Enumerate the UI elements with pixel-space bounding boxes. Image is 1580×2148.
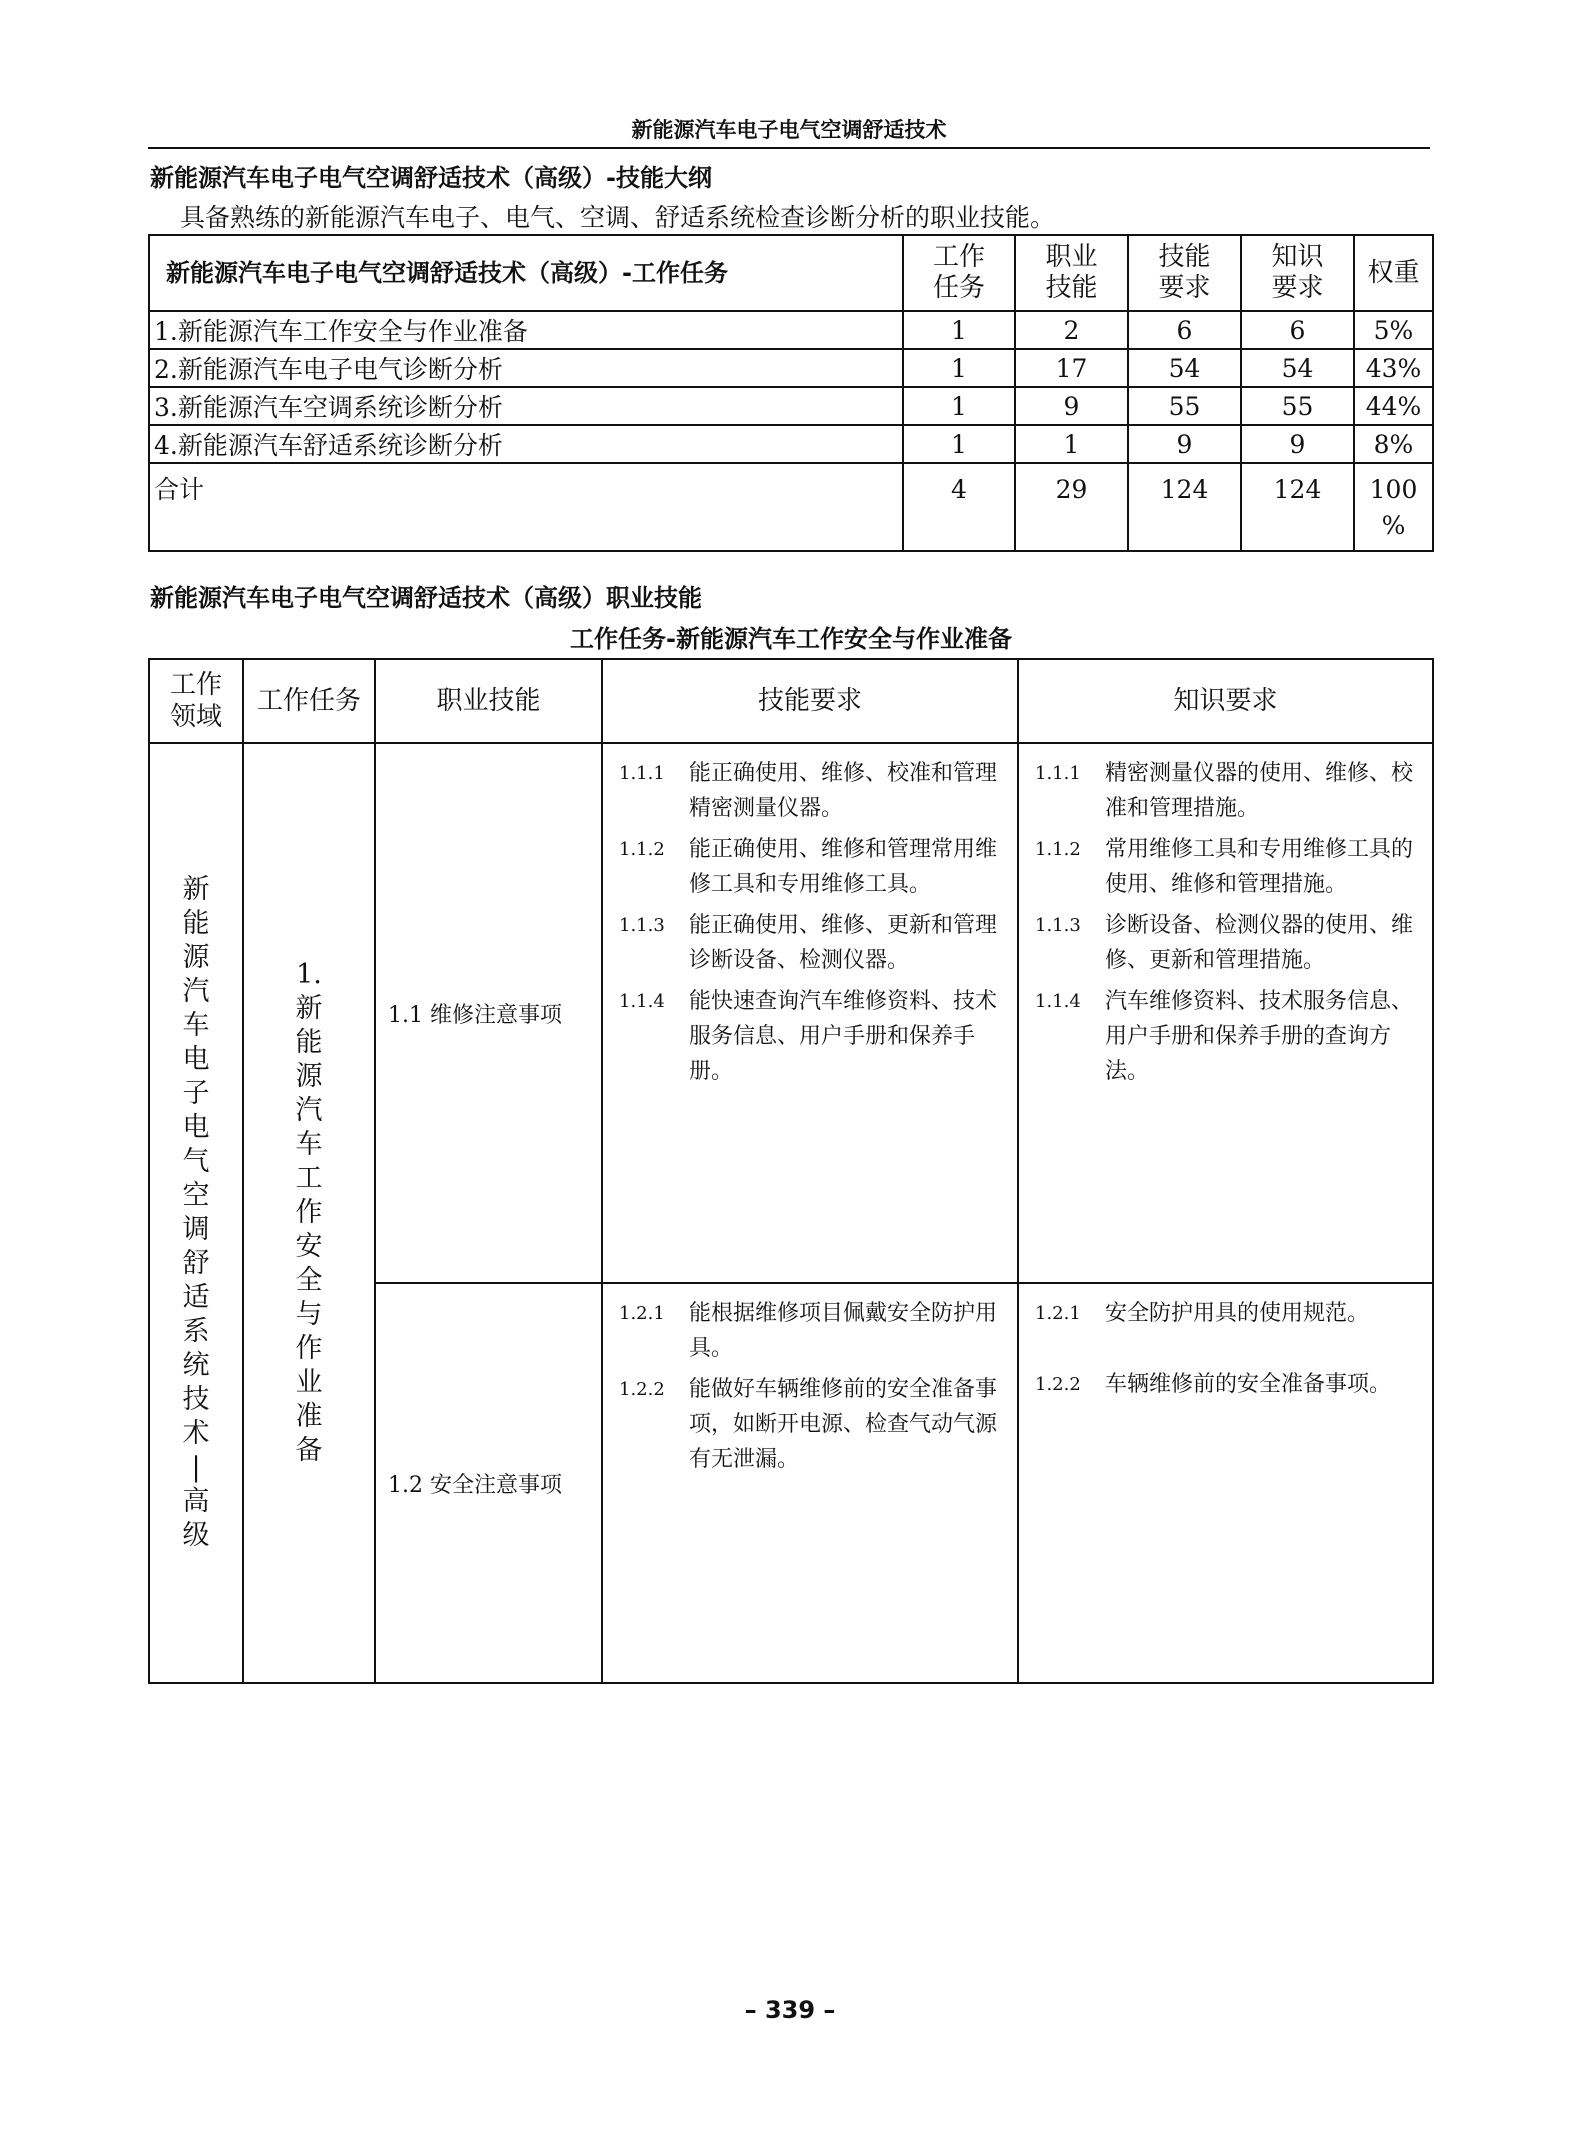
item-number: 1.1.1 [1035,763,1081,784]
item-text: 精密测量仪器的使用、维修、校准和管理措施。 [1105,761,1414,821]
item-text: 能快速查询汽车维修资料、技术服务信息、用户手册和保养手册。 [689,989,998,1084]
header-task-count: 工作 任务 [903,235,1015,311]
skill-req-count: 9 [1128,425,1241,463]
total-label: 合计 [149,463,903,551]
page-number: – 339 – [744,1996,836,2024]
item-text: 诊断设备、检测仪器的使用、维修、更新和管理措施。 [1105,913,1414,973]
task-name: 2.新能源汽车电子电气诊断分析 [149,349,903,387]
knowledge-req-count: 9 [1241,425,1354,463]
item-text: 安全防护用具的使用规范。 [1105,1301,1370,1326]
list-item [619,832,1007,902]
skill-req-count: 6 [1128,311,1241,349]
knowledge-requirements-cell [1018,743,1433,1283]
item-number: 1.1.4 [1035,991,1081,1012]
item-number: 1.2.2 [619,1379,665,1400]
skill-name: 1.2 安全注意事项 [375,1283,602,1683]
table-row [149,387,1433,425]
list-item [1035,756,1422,826]
header-skill-requirements: 技能要求 [602,659,1018,743]
knowledge-requirements-cell [1018,1283,1433,1683]
weight: 44% [1354,387,1433,425]
list-item [1035,984,1422,1089]
skill-count: 2 [1015,311,1128,349]
total-row [149,463,1433,551]
skill-count: 9 [1015,387,1128,425]
item-number: 1.1.2 [1035,839,1081,860]
item-text: 能根据维修项目佩戴安全防护用具。 [689,1301,998,1361]
task-summary-table [148,234,1434,552]
header-task: 工作任务 [243,659,375,743]
list-item [619,756,1007,826]
item-text: 能正确使用、维修、校准和管理精密测量仪器。 [689,761,998,821]
skills-header-row [149,659,1433,743]
header-knowledge-requirements: 知识要求 [1018,659,1433,743]
skills-table [148,658,1434,1684]
total-knowledge-req: 124 [1241,463,1354,551]
knowledge-req-count: 54 [1241,349,1354,387]
skill-count: 17 [1015,349,1128,387]
table-row [149,311,1433,349]
item-number: 1.1.2 [619,839,665,860]
total-skill-req: 124 [1128,463,1241,551]
skill-req-count: 55 [1128,387,1241,425]
syllabus-title: 新能源汽车电子电气空调舒适技术（高级）-技能大纲 [150,164,712,192]
table-row [149,743,1433,1283]
item-number: 1.1.3 [1035,915,1081,936]
knowledge-req-count: 55 [1241,387,1354,425]
list-item [619,984,1007,1089]
item-text: 能正确使用、维修和管理常用维修工具和专用维修工具。 [689,837,998,897]
task-count: 1 [903,349,1015,387]
weight: 8% [1354,425,1433,463]
header-task-name: 新能源汽车电子电气空调舒适技术（高级）-工作任务 [149,235,903,311]
running-header: 新能源汽车电子电气空调舒适技术 [631,118,947,142]
list-item [1035,1296,1422,1331]
work-domain: 新 能 源 汽 车 电 子 电 气 空 调 舒 适 系 统 技 术 | 高 级 [149,743,243,1683]
item-text: 常用维修工具和专用维修工具的使用、维修和管理措施。 [1105,837,1414,897]
knowledge-req-count: 6 [1241,311,1354,349]
item-number: 1.2.1 [619,1303,665,1324]
item-number: 1.1.4 [619,991,665,1012]
header-skill: 职业技能 [375,659,602,743]
skill-requirements-cell [602,1283,1018,1683]
skills-subtitle: 工作任务-新能源汽车工作安全与作业准备 [570,625,1012,653]
list-item [1035,908,1422,978]
skill-req-count: 54 [1128,349,1241,387]
item-text: 能做好车辆维修前的安全准备事项，如断开电源、检查气动气源有无泄漏。 [689,1377,998,1472]
total-skill-count: 29 [1015,463,1128,551]
item-number: 1.2.1 [1035,1303,1081,1324]
list-item [619,1296,1007,1366]
summary-header-row [149,235,1433,311]
item-text: 汽车维修资料、技术服务信息、用户手册和保养手册的查询方法。 [1105,989,1414,1084]
total-task-count: 4 [903,463,1015,551]
task-name: 4.新能源汽车舒适系统诊断分析 [149,425,903,463]
table-row [149,349,1433,387]
header-weight: 权重 [1354,235,1433,311]
syllabus-intro: 具备熟练的新能源汽车电子、电气、空调、舒适系统检查诊断分析的职业技能。 [180,203,1056,232]
header-skill-req: 技能 要求 [1128,235,1241,311]
weight: 43% [1354,349,1433,387]
skill-requirements-cell [602,743,1018,1283]
header-rule [148,147,1430,149]
list-item [1035,1367,1422,1402]
work-task: 1. 新 能 源 汽 车 工 作 安 全 与 作 业 准 备 [243,743,375,1683]
total-weight: 100 % [1354,463,1433,551]
list-item [619,908,1007,978]
header-skill-count: 职业 技能 [1015,235,1128,311]
header-knowledge-req: 知识 要求 [1241,235,1354,311]
skills-section-title: 新能源汽车电子电气空调舒适技术（高级）职业技能 [150,584,702,612]
list-item [619,1372,1007,1477]
skill-count: 1 [1015,425,1128,463]
item-number: 1.1.1 [619,763,665,784]
item-text: 能正确使用、维修、更新和管理诊断设备、检测仪器。 [689,913,998,973]
list-item [1035,832,1422,902]
item-number: 1.2.2 [1035,1374,1081,1395]
header-domain: 工作 领域 [149,659,243,743]
task-count: 1 [903,311,1015,349]
table-row [149,425,1433,463]
item-text: 车辆维修前的安全准备事项。 [1105,1372,1392,1397]
task-name: 1.新能源汽车工作安全与作业准备 [149,311,903,349]
skill-name: 1.1 维修注意事项 [375,743,602,1283]
task-count: 1 [903,425,1015,463]
task-name: 3.新能源汽车空调系统诊断分析 [149,387,903,425]
task-count: 1 [903,387,1015,425]
item-number: 1.1.3 [619,915,665,936]
weight: 5% [1354,311,1433,349]
